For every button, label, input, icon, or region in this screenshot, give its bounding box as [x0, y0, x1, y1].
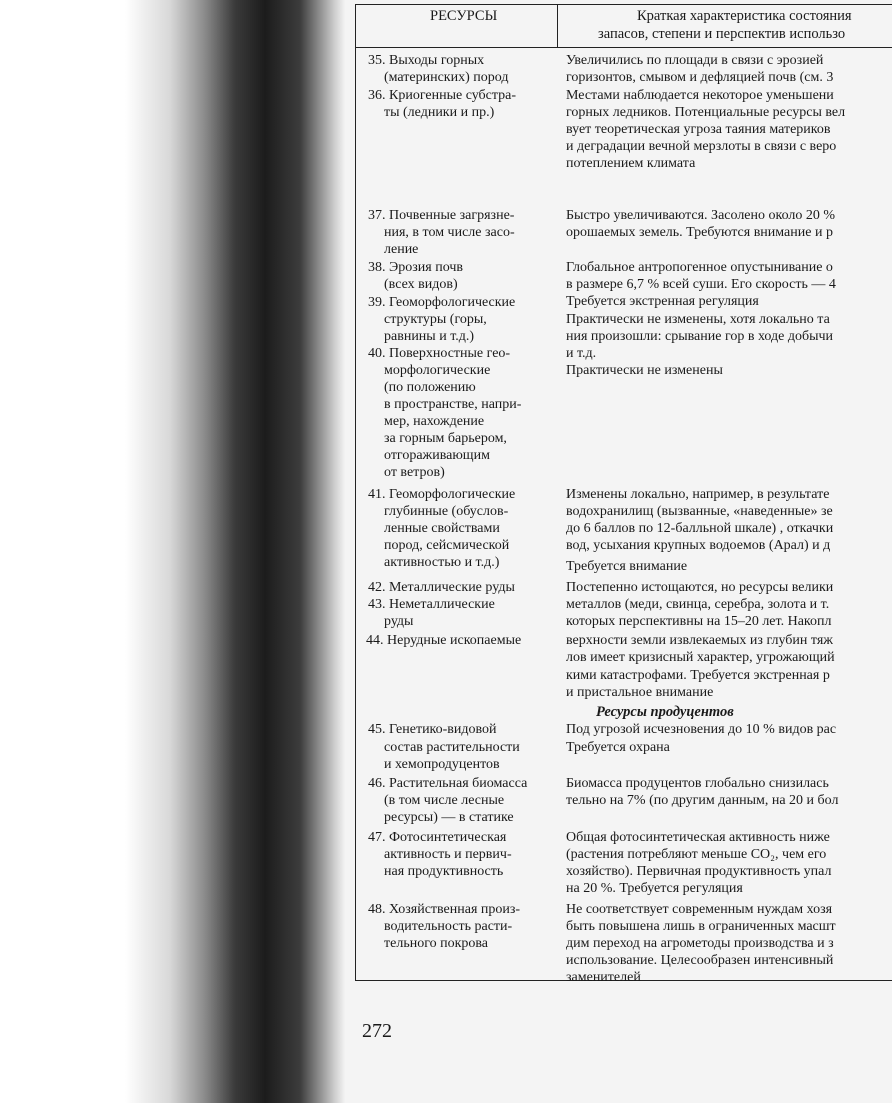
- resource-line: состав растительности: [384, 740, 520, 755]
- characteristic-line: использование. Целесообразен интенсивный: [566, 953, 834, 968]
- resource-line: 46. Растительная биомасса: [368, 776, 528, 791]
- characteristic-line: Требуется внимание: [566, 559, 688, 574]
- resource-line: отгораживающим: [384, 448, 490, 463]
- resource-line: руды: [384, 614, 414, 629]
- section-subheading: Ресурсы продуцентов: [596, 704, 734, 720]
- characteristic-line: металлов (меди, свинца, серебра, золота и т.: [566, 597, 830, 612]
- header-column-divider: [557, 4, 558, 48]
- characteristic-line: горных ледников. Потенциальные ресурсы вел: [566, 105, 846, 120]
- characteristic-line: Требуется охрана: [566, 740, 670, 755]
- resource-line: активностью и т.д.): [384, 555, 500, 570]
- characteristic-line: которых перспективны на 15–20 лет. Накопл: [566, 614, 832, 629]
- resource-line: за горным барьером,: [384, 431, 507, 446]
- characteristic-line: тельно на 7% (по другим данным, на 20 и бол: [566, 793, 839, 808]
- page-number: 272: [362, 1020, 392, 1042]
- resource-line: в пространстве, напри-: [384, 397, 522, 412]
- resource-line: мер, нахождение: [384, 414, 485, 429]
- characteristic-line: заменителей: [566, 970, 641, 985]
- characteristic-line: верхности земли извлекаемых из глубин тяж: [566, 633, 833, 648]
- characteristic-line: хозяйство). Первичная продуктивность упал: [566, 864, 832, 879]
- resource-line: ты (ледники и пр.): [384, 105, 495, 120]
- resource-line: 45. Генетико-видовой: [368, 722, 497, 737]
- characteristic-line: Требуется экстренная регуляция: [566, 294, 759, 309]
- characteristic-line: (растения потребляют меньше CO₂, чем его: [566, 847, 827, 862]
- resource-line: 44. Нерудные ископаемые: [366, 633, 522, 648]
- resource-line: 39. Геоморфологические: [368, 295, 516, 310]
- resource-line: активность и первич-: [384, 847, 512, 862]
- resource-line: ленные свойствами: [384, 521, 500, 536]
- characteristic-line: Постепенно истощаются, но ресурсы велики: [566, 580, 834, 595]
- resource-line: 48. Хозяйственная произ-: [368, 902, 521, 917]
- characteristic-line: и деградации вечной мерзлоты в связи с веро: [566, 139, 837, 154]
- characteristic-line: быть повышена лишь в ограниченных масшт: [566, 919, 836, 934]
- resource-line: (материнских) пород: [384, 70, 509, 85]
- characteristic-line: лов имеет кризисный характер, угрожающий: [566, 650, 835, 665]
- characteristic-line: в размере 6,7 % всей суши. Его скорость — 4: [566, 277, 836, 292]
- characteristic-line: на 20 %. Требуется регуляция: [566, 881, 743, 896]
- resource-line: 43. Неметаллические: [368, 597, 495, 612]
- resource-line: (по положению: [384, 380, 476, 395]
- resource-line: 37. Почвенные загрязне-: [368, 208, 515, 223]
- resource-line: 36. Криогенные субстра-: [368, 88, 517, 103]
- characteristic-line: Быстро увеличиваются. Засолено около 20 %: [566, 208, 836, 223]
- resource-line: (всех видов): [384, 277, 458, 292]
- characteristic-line: Биомасса продуцентов глобально снизилась: [566, 776, 829, 791]
- resource-line: равнины и т.д.): [384, 329, 475, 344]
- resource-line: структуры (горы,: [384, 312, 487, 327]
- characteristic-line: потеплением климата: [566, 156, 696, 171]
- resource-line: тельного покрова: [384, 936, 489, 951]
- characteristic-line: Не соответствует современным нуждам хозя: [566, 902, 833, 917]
- characteristic-line: Увеличились по площади в связи с эрозией: [566, 53, 824, 68]
- characteristic-line: Глобальное антропогенное опустынивание о: [566, 260, 833, 275]
- resource-line: 35. Выходы горных: [368, 53, 485, 68]
- characteristic-line: вует теоретическая угроза таяния материков: [566, 122, 831, 137]
- resource-line: 42. Металлические руды: [368, 580, 515, 595]
- characteristic-line: ния произошли: срывание гор в ходе добычи: [566, 329, 834, 344]
- characteristic-line: вод, усыхания крупных водоемов (Арал) и д: [566, 538, 831, 553]
- header-divider: [355, 47, 892, 48]
- characteristic-line: Практически не изменены: [566, 363, 723, 378]
- characteristic-line: Местами наблюдается некоторое уменьшени: [566, 88, 834, 103]
- characteristic-line: водохранилищ (вызванные, «наведенные» зе: [566, 504, 833, 519]
- characteristic-line: и т.д.: [566, 346, 597, 361]
- resource-line: 40. Поверхностные гео-: [368, 346, 511, 361]
- header-characteristics-line2: запасов, степени и перспектив использо: [598, 26, 846, 42]
- resource-line: 41. Геоморфологические: [368, 487, 516, 502]
- resource-line: 47. Фотосинтетическая: [368, 830, 507, 845]
- resource-line: и хемопродуцентов: [384, 757, 500, 772]
- characteristic-line: до 6 баллов по 12-балльной шкале) , откачки: [566, 521, 834, 536]
- resource-line: ресурсы) — в статике: [384, 810, 514, 825]
- book-gutter-shadow: [0, 0, 345, 1103]
- characteristic-line: орошаемых земель. Требуются внимание и р: [566, 225, 833, 240]
- resource-line: пород, сейсмической: [384, 538, 510, 553]
- header-resources: РЕСУРСЫ: [430, 8, 498, 24]
- characteristic-line: Общая фотосинтетическая активность ниже: [566, 830, 830, 845]
- characteristic-line: Изменены локально, например, в результате: [566, 487, 830, 502]
- resource-line: ление: [384, 242, 419, 257]
- characteristic-line: Под угрозой исчезновения до 10 % видов рас: [566, 722, 837, 737]
- resource-line: 38. Эрозия почв: [368, 260, 463, 275]
- resource-line: ния, в том числе засо-: [384, 225, 515, 240]
- characteristic-line: Практически не изменены, хотя локально та: [566, 312, 830, 327]
- characteristic-line: кими катастрофами. Требуется экстренная р: [566, 668, 830, 683]
- resource-line: глубинные (обуслов-: [384, 504, 509, 519]
- resource-line: водительность расти-: [384, 919, 513, 934]
- resource-line: от ветров): [384, 465, 445, 480]
- characteristic-line: горизонтов, смывом и дефляцией почв (см. 3: [566, 70, 834, 85]
- characteristic-line: и пристальное внимание: [566, 685, 714, 700]
- resource-line: морфологические: [384, 363, 491, 378]
- resource-line: (в том числе лесные: [384, 793, 505, 808]
- header-characteristics-line1: Краткая характеристика состояния: [637, 8, 852, 24]
- resource-line: ная продуктивность: [384, 864, 504, 879]
- characteristic-line: дим переход на агрометоды производства и з: [566, 936, 834, 951]
